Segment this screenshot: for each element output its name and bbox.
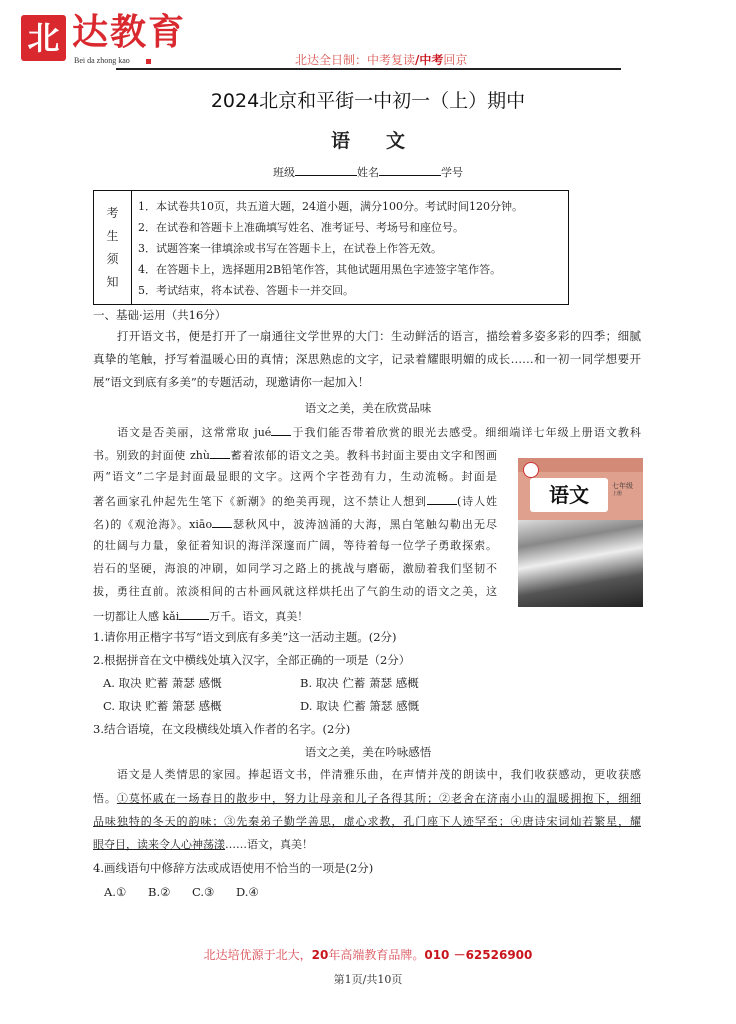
passage-line [93,562,497,576]
exam-title: 2024北京和平街一中初一（上）期中 [210,90,526,112]
footer-slogan [0,948,736,963]
text: 于我们能否带着欣赏的眼光去感受。细细端详七年级上册语文教科 [291,426,641,439]
footer-text: 北达培优源于北大， [203,948,312,962]
passage-line [93,585,497,599]
logo-mark [21,15,66,61]
passage-line [93,539,497,553]
name-field[interactable] [379,165,441,176]
q4-option-c[interactable]: C.③ [192,885,215,899]
logo-char: 北 [27,19,60,57]
question-1: 1.请你用正楷字书写“语文到底有多美”这一活动主题。(2分) [93,630,397,644]
option-d[interactable]: D. 取诀 伫蓄 箫瑟 感慨 [300,699,420,713]
cover-term: 上册 [612,491,623,497]
textbook-cover-image [518,458,643,607]
footer-phone: 010 －62526900 [424,948,533,962]
passage-line [93,493,497,509]
exam-notice-box [93,190,569,305]
notice-label-char: 知 [106,274,119,289]
blank[interactable] [179,608,209,620]
notice-items [138,196,523,301]
id-label: 学号 [441,166,463,179]
text: 拔，勇往直前。浓淡相间的古朴画风就这样烘托出了气韵生动的语文之美，这 [93,585,497,598]
underlined-text: 品味独特的冬天的韵味；③先秦弟子勤学善思，虚心求教，孔门座下人迹罕至；④唐诗宋词灿若繁星，耀 [93,815,641,828]
underlined-text: 眼夺目，读来令人心神荡漾 [93,838,225,851]
notice-label-char: 考 [106,205,119,220]
header-part1: 北达全日制：中考复读 [295,53,416,67]
notice-label [94,191,132,304]
passage-line [93,516,497,532]
intro-line: 打开语文书，便是打开了一扇通往文学世界的大门：生动鲜活的语言，描绘着多姿多彩的四季；细腻 [93,329,641,343]
notice-item: 5．考试结束，将本试卷、答题卡一并交回。 [138,284,354,297]
passage-line [93,447,497,463]
header-slogan [295,53,467,67]
text: 悟。 [93,792,117,805]
name-label: 姓名 [357,166,379,179]
notice-label-char: 生 [106,228,119,243]
text: 万千。语文，真美！ [209,610,309,623]
seascape-painting [518,520,643,607]
logo-text: 达教育 [72,11,187,53]
student-info [0,165,736,180]
text: 瑟秋风中，波涛汹涌的大海，黑白笔触勾勒出无尽 [232,518,497,531]
underlined-text: ①莫怀戚在一场春日的散步中，努力让母亲和儿子各得其所；②老舍在济南小山的温暖拥抱下，细细 [116,792,642,805]
intro-line: 展“语文到底有多美”的专题活动，现邀请你一起加入！ [93,375,370,389]
blank[interactable] [210,447,230,459]
blank[interactable] [212,516,232,528]
passage2-line [93,768,641,782]
exam-subject: 语文 [330,130,441,152]
option-c[interactable]: C. 取诀 贮蓄 箫瑟 感概 [103,699,222,713]
q4-option-d[interactable]: D.④ [236,885,259,899]
class-field[interactable] [295,165,357,176]
notice-item: 3．试题答案一律填涂或书写在答题卡上，在试卷上作答无效。 [138,242,442,255]
text: 语文是人类情思的家园。捧起语文书，伴清雅乐曲，在声情并茂的朗读中，我们收获感动，更收获感 [93,768,641,781]
cover-grade-text: 七年级 [612,482,633,490]
logo-dot [146,59,151,64]
passage2-line [93,792,641,806]
cover-grade [612,482,633,498]
blank[interactable] [427,493,457,505]
text: 两“语文”二字是封面最显眼的文字。这两个字苍劲有力，生动流畅。封面是 [93,470,497,483]
cover-title: 语文 [530,478,608,512]
text: 书。别致的封面使 zhù [93,449,210,462]
footer-years: 20 [311,948,329,962]
text: ……语文，真美！ [225,838,313,851]
q4-option-a[interactable]: A.① [104,885,127,899]
text: 的壮阔与力量，象征着知识的海洋深邃而广阔，等待着每一位学子勇敢探索。 [93,539,497,552]
question-4: 4.画线语句中修辞方法或成语使用不恰当的一项是(2分) [93,861,374,875]
notice-item: 2．在试卷和答题卡上准确填写姓名、准考证号、考场号和座位号。 [138,221,464,234]
option-a[interactable]: A. 取决 贮蓄 萧瑟 感慨 [103,676,222,690]
notice-item: 4．在答题卡上，选择题用2B铅笔作答，其他试题用黑色字迹签字笔作答。 [138,263,502,276]
logo-subtitle: Bei da zhong kao [74,56,130,65]
notice-label-char: 须 [106,251,119,266]
text: (诗人姓 [456,495,498,508]
passage-line [93,470,497,484]
subtitle-appreciation: 语文之美，美在欣赏品味 [304,401,432,415]
q4-option-b[interactable]: B.② [148,885,171,899]
footer-text: 年高端教育品牌。 [328,948,425,962]
text: 岩石的坚硬，海浪的冲刷，如同学习之路上的挑战与磨砺，激励着我们坚韧不 [93,562,497,575]
passage-line [93,608,497,624]
intro-line: 真挚的笔触，抒写着温暖心田的真情；深思熟虑的文字，记录着耀眼明媚的成长……和一初一同学想要开 [93,352,641,366]
text: 名)的《观沧海》。xiāo [93,518,213,531]
header-part2: /中考 [415,53,444,67]
text: 蓄着浓郁的语文之美。教科书封面主要由文字和图画 [229,449,498,462]
passage2-line [93,838,641,852]
text: 著名画家孔仲起先生笔下《新潮》的绝美再现，这不禁让人想到 [93,495,427,508]
subtitle-recitation: 语文之美，美在吟咏感悟 [304,745,432,759]
publisher-badge-icon [523,462,539,478]
passage-line [93,424,641,440]
class-label: 班级 [273,166,295,179]
notice-item: 1．本试卷共10页，共五道大题，24道小题，满分100分。考试时间120分钟。 [138,200,523,213]
option-b[interactable]: B. 取决 伫蓄 萧瑟 感概 [300,676,419,690]
text: 语文是否美丽，这常常取 jué [93,426,272,439]
question-2: 2.根据拼音在文中横线处填入汉字，全部正确的一项是（2分） [93,653,411,667]
header-divider [116,68,621,70]
text: 一切都让人感 kǎi [93,610,180,623]
passage2-line [93,815,641,829]
header-part3: 回京 [443,53,468,67]
question-3: 3.结合语境，在文段横线处填入作者的名字。(2分) [93,722,351,736]
section-heading: 一、基础·运用（共16分） [93,308,227,322]
page-number: 第1页/共10页 [333,973,403,986]
blank[interactable] [271,424,291,436]
